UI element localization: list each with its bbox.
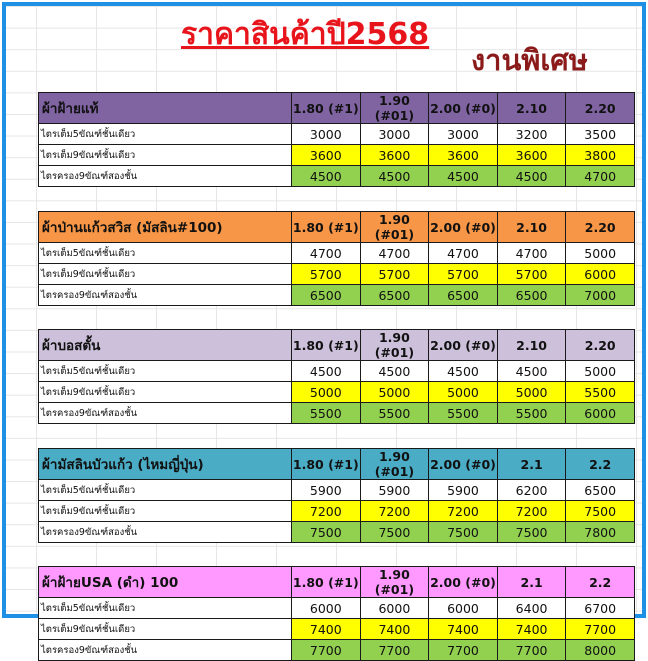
row-label[interactable]: ไตรเต็ม5ขัณฑ์ชั้นเดียว: [39, 480, 292, 501]
price-cell[interactable]: 4700: [292, 243, 361, 264]
price-cell[interactable]: 7200: [292, 501, 361, 522]
row-label[interactable]: ไตรครอง9ขัณฑ์สองชั้น: [39, 166, 292, 187]
row-label[interactable]: ไตรครอง9ขัณฑ์สองชั้น: [39, 522, 292, 543]
size-column-header[interactable]: 2.10: [497, 212, 566, 243]
size-column-header[interactable]: 2.20: [566, 93, 635, 124]
size-column-header[interactable]: 2.00 (#0): [429, 212, 498, 243]
price-cell[interactable]: 7800: [566, 522, 635, 543]
price-cell[interactable]: 4500: [497, 166, 566, 187]
price-cell[interactable]: 5000: [566, 361, 635, 382]
price-cell[interactable]: 3600: [360, 145, 429, 166]
price-cell[interactable]: 7000: [566, 285, 635, 306]
price-cell[interactable]: 3600: [292, 145, 361, 166]
size-column-header[interactable]: 1.80 (#1): [292, 567, 361, 598]
price-table: [38, 92, 635, 187]
size-column-header[interactable]: 1.90 (#01): [360, 567, 429, 598]
page-subtitle: งานพิเศษ: [471, 43, 588, 77]
table-header-row: [39, 567, 635, 598]
price-cell[interactable]: 4500: [292, 166, 361, 187]
table-header-row: [39, 449, 635, 480]
block-spacer: [38, 424, 634, 448]
table-row: [39, 480, 635, 501]
price-cell[interactable]: 6500: [292, 285, 361, 306]
table-row: [39, 166, 635, 187]
price-cell[interactable]: 6000: [292, 598, 361, 619]
price-cell[interactable]: 5700: [497, 264, 566, 285]
price-cell[interactable]: 4700: [566, 166, 635, 187]
price-cell[interactable]: 7500: [360, 522, 429, 543]
size-column-header[interactable]: 2.1: [497, 449, 566, 480]
price-cell[interactable]: 3600: [429, 145, 498, 166]
price-cell[interactable]: 6000: [566, 403, 635, 424]
table-row: [39, 145, 635, 166]
price-cell[interactable]: 5500: [429, 403, 498, 424]
block-spacer: [38, 306, 634, 329]
price-cell[interactable]: 6500: [429, 285, 498, 306]
price-cell[interactable]: 8000: [566, 640, 635, 661]
price-cell[interactable]: 5900: [360, 480, 429, 501]
size-column-header[interactable]: 2.2: [566, 449, 635, 480]
size-column-header[interactable]: 2.20: [566, 330, 635, 361]
price-cell[interactable]: 5500: [292, 403, 361, 424]
price-cell[interactable]: 3800: [566, 145, 635, 166]
fabric-name[interactable]: ผ้ามัสลินบัวแก้ว (ไหมญี่ปุ่น): [39, 449, 292, 480]
price-table: [38, 329, 635, 424]
price-cell[interactable]: 4500: [429, 361, 498, 382]
price-blocks: [38, 92, 634, 661]
price-cell[interactable]: 7400: [292, 619, 361, 640]
size-column-header[interactable]: 2.10: [497, 330, 566, 361]
price-cell[interactable]: 7700: [566, 619, 635, 640]
price-cell[interactable]: 3000: [360, 124, 429, 145]
table-row: [39, 285, 635, 306]
size-column-header[interactable]: 2.00 (#0): [429, 93, 498, 124]
price-cell[interactable]: 5900: [429, 480, 498, 501]
price-cell[interactable]: 7200: [429, 501, 498, 522]
price-cell[interactable]: 7500: [566, 501, 635, 522]
row-label[interactable]: ไตรเต็ม5ขัณฑ์ชั้นเดียว: [39, 243, 292, 264]
table-row: [39, 403, 635, 424]
price-cell[interactable]: 6000: [429, 598, 498, 619]
page-title: ราคาสินค้าปี2568: [181, 17, 430, 52]
size-column-header[interactable]: 2.00 (#0): [429, 567, 498, 598]
table-row: [39, 501, 635, 522]
sheet-frame: [2, 2, 646, 658]
size-column-header[interactable]: 2.2: [566, 567, 635, 598]
price-table: [38, 211, 635, 306]
price-cell[interactable]: 4500: [497, 361, 566, 382]
table-header-row: [39, 212, 635, 243]
price-table: [38, 448, 635, 543]
fabric-name[interactable]: ผ้าฝ้ายUSA (ดำ) 100: [39, 567, 292, 598]
price-cell[interactable]: 7700: [292, 640, 361, 661]
table-row: [39, 640, 635, 661]
price-cell[interactable]: 4500: [292, 361, 361, 382]
price-cell[interactable]: 6400: [497, 598, 566, 619]
price-cell[interactable]: 7400: [360, 619, 429, 640]
size-column-header[interactable]: 1.80 (#1): [292, 93, 361, 124]
price-cell[interactable]: 4500: [429, 166, 498, 187]
price-cell[interactable]: 6200: [497, 480, 566, 501]
size-column-header[interactable]: 2.1: [497, 567, 566, 598]
size-column-header[interactable]: 1.80 (#1): [292, 449, 361, 480]
price-cell[interactable]: 5000: [292, 382, 361, 403]
table-row: [39, 361, 635, 382]
price-cell[interactable]: 6700: [566, 598, 635, 619]
price-cell[interactable]: 7700: [497, 640, 566, 661]
price-cell[interactable]: 4500: [360, 361, 429, 382]
size-column-header[interactable]: 1.90 (#01): [360, 93, 429, 124]
price-cell[interactable]: 3200: [497, 124, 566, 145]
row-label[interactable]: ไตรเต็ม9ขัณฑ์ชั้นเดียว: [39, 264, 292, 285]
table-row: [39, 598, 635, 619]
price-cell[interactable]: 3000: [292, 124, 361, 145]
price-cell[interactable]: 7500: [497, 522, 566, 543]
price-cell[interactable]: 3000: [429, 124, 498, 145]
price-cell[interactable]: 4700: [429, 243, 498, 264]
fabric-name[interactable]: ผ้าฝ้ายแท้: [39, 93, 292, 124]
price-cell[interactable]: 4500: [360, 166, 429, 187]
price-cell[interactable]: 5700: [429, 264, 498, 285]
table-row: [39, 522, 635, 543]
price-cell[interactable]: 5000: [360, 382, 429, 403]
price-cell[interactable]: 6500: [497, 285, 566, 306]
size-column-header[interactable]: 2.00 (#0): [429, 330, 498, 361]
table-row: [39, 619, 635, 640]
size-column-header[interactable]: 1.80 (#1): [292, 212, 361, 243]
price-cell[interactable]: 5500: [497, 403, 566, 424]
price-cell[interactable]: 6000: [566, 264, 635, 285]
price-cell[interactable]: 5700: [292, 264, 361, 285]
price-cell[interactable]: 5900: [292, 480, 361, 501]
price-cell[interactable]: 7200: [360, 501, 429, 522]
size-column-header[interactable]: 2.20: [566, 212, 635, 243]
table-row: [39, 124, 635, 145]
size-column-header[interactable]: 2.00 (#0): [429, 449, 498, 480]
size-column-header[interactable]: 1.90 (#01): [360, 212, 429, 243]
price-table: [38, 566, 635, 661]
price-cell[interactable]: 6500: [566, 480, 635, 501]
row-label[interactable]: ไตรเต็ม9ขัณฑ์ชั้นเดียว: [39, 619, 292, 640]
table-row: [39, 382, 635, 403]
price-cell[interactable]: 5000: [497, 382, 566, 403]
fabric-name[interactable]: ผ้าป่านแก้วสวิส (มัสลิน#100): [39, 212, 292, 243]
price-cell[interactable]: 7400: [429, 619, 498, 640]
row-label[interactable]: ไตรเต็ม9ขัณฑ์ชั้นเดียว: [39, 382, 292, 403]
size-column-header[interactable]: 1.90 (#01): [360, 449, 429, 480]
table-row: [39, 243, 635, 264]
table-header-row: [39, 93, 635, 124]
block-spacer: [38, 187, 634, 211]
price-cell[interactable]: 5700: [360, 264, 429, 285]
row-label[interactable]: ไตรเต็ม5ขัณฑ์ชั้นเดียว: [39, 124, 292, 145]
fabric-name[interactable]: ผ้าบอสตั้น: [39, 330, 292, 361]
price-cell[interactable]: 5500: [566, 382, 635, 403]
price-cell[interactable]: 3600: [497, 145, 566, 166]
price-cell[interactable]: 5000: [566, 243, 635, 264]
block-spacer: [38, 543, 634, 566]
size-column-header[interactable]: 1.90 (#01): [360, 330, 429, 361]
price-cell[interactable]: 4700: [497, 243, 566, 264]
price-cell[interactable]: 7200: [497, 501, 566, 522]
price-cell[interactable]: 7700: [360, 640, 429, 661]
row-label[interactable]: ไตรครอง9ขัณฑ์สองชั้น: [39, 403, 292, 424]
price-cell[interactable]: 7500: [292, 522, 361, 543]
size-column-header[interactable]: 2.10: [497, 93, 566, 124]
price-cell[interactable]: 7700: [429, 640, 498, 661]
price-cell[interactable]: 3500: [566, 124, 635, 145]
row-label[interactable]: ไตรครอง9ขัณฑ์สองชั้น: [39, 640, 292, 661]
price-cell[interactable]: 4700: [360, 243, 429, 264]
price-cell[interactable]: 5000: [429, 382, 498, 403]
row-label[interactable]: ไตรเต็ม9ขัณฑ์ชั้นเดียว: [39, 501, 292, 522]
price-cell[interactable]: 6000: [360, 598, 429, 619]
size-column-header[interactable]: 1.80 (#1): [292, 330, 361, 361]
price-cell[interactable]: 6500: [360, 285, 429, 306]
price-cell[interactable]: 7400: [497, 619, 566, 640]
price-cell[interactable]: 7500: [429, 522, 498, 543]
table-header-row: [39, 330, 635, 361]
row-label[interactable]: ไตรเต็ม5ขัณฑ์ชั้นเดียว: [39, 361, 292, 382]
row-label[interactable]: ไตรเต็ม9ขัณฑ์ชั้นเดียว: [39, 145, 292, 166]
row-label[interactable]: ไตรครอง9ขัณฑ์สองชั้น: [39, 285, 292, 306]
table-row: [39, 264, 635, 285]
price-cell[interactable]: 5500: [360, 403, 429, 424]
row-label[interactable]: ไตรเต็ม5ขัณฑ์ชั้นเดียว: [39, 598, 292, 619]
